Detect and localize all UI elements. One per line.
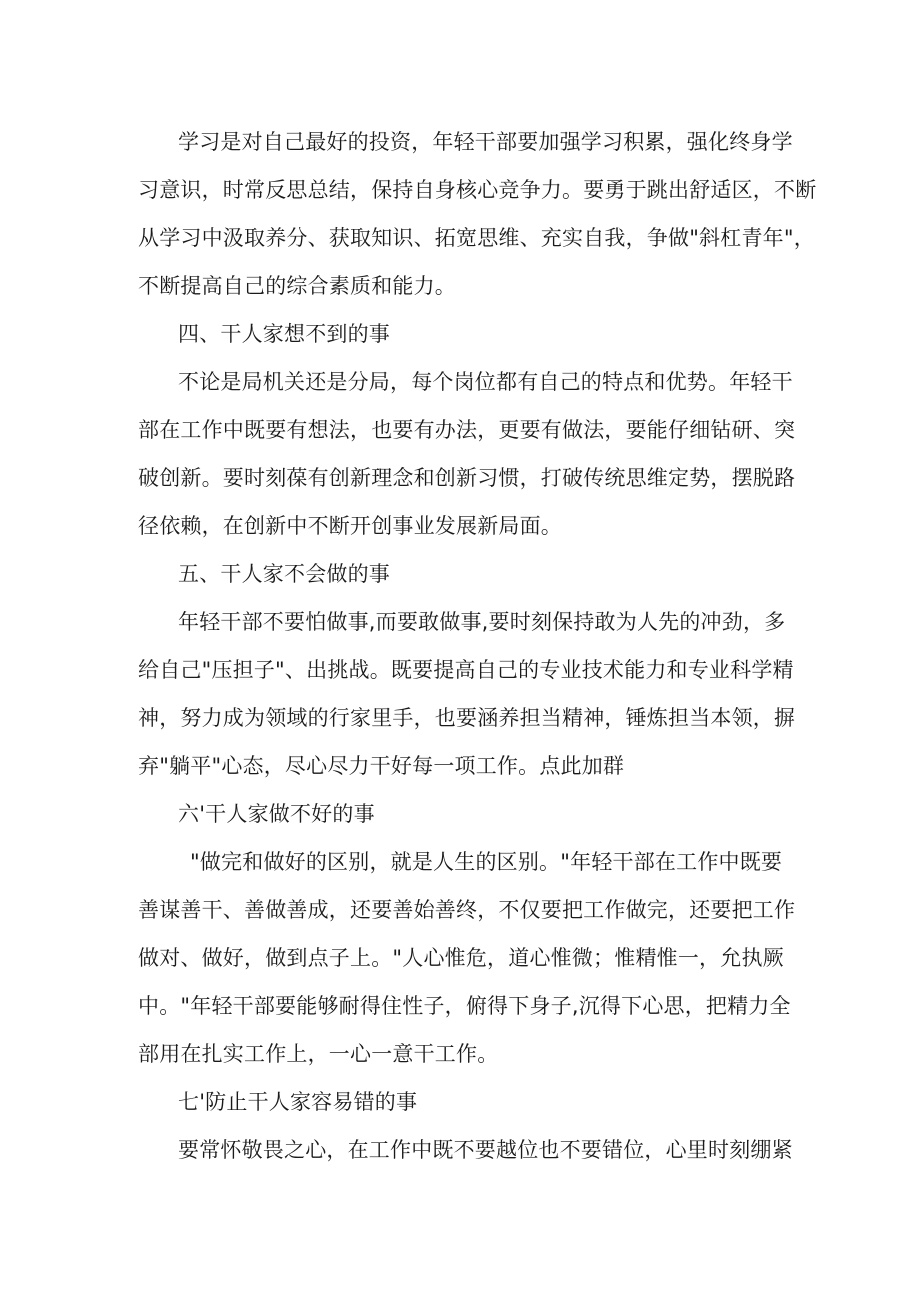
paragraph-line: 做对、做好，做到点子上。"人心惟危，道心惟微；惟精惟一，允执厥 <box>138 946 784 970</box>
paragraph-line: 给自己"压担子"、出挑战。既要提高自己的专业技术能力和专业科学精 <box>138 658 794 682</box>
paragraph-line: "做完和做好的区别，就是人生的区别。"年轻干部在工作中既要 <box>190 850 783 874</box>
paragraph-line: 不论是局机关还是分局，每个岗位都有自己的特点和优势。年轻干 <box>178 370 793 394</box>
paragraph-line: 弃"躺平"心态，尽心尽力干好每一项工作。点此加群 <box>138 754 625 778</box>
section-heading: 四、干人家想不到的事 <box>178 322 390 346</box>
paragraph-line: 要常怀敬畏之心，在工作中既不要越位也不要错位，心里时刻绷紧 <box>178 1138 793 1162</box>
section-heading: 五、干人家不会做的事 <box>178 562 390 586</box>
section-heading: 七'防止干人家容易错的事 <box>178 1090 418 1114</box>
paragraph-line: 神，努力成为领域的行家里手，也要涵养担当精神，锤炼担当本领，摒 <box>138 706 796 730</box>
paragraph-line: 部用在扎实工作上，一心一意干工作。 <box>138 1042 499 1066</box>
paragraph-line: 径依赖，在创新中不断开创事业发展新局面。 <box>138 514 562 538</box>
paragraph-line: 破创新。要时刻葆有创新理念和创新习惯，打破传统思维定势，摆脱路 <box>138 466 796 490</box>
paragraph-line: 部在工作中既要有想法，也要有办法，更要有做法，要能仔细钻研、突 <box>138 418 796 442</box>
paragraph-line: 善谋善干、善做善成，还要善始善终，不仅要把工作做完，还要把工作 <box>138 898 796 922</box>
paragraph-line: 不断提高自己的综合素质和能力。 <box>138 274 456 298</box>
paragraph-line: 中。"年轻干部要能够耐得住性子，俯得下身子,沉得下心思，把精力全 <box>138 994 791 1018</box>
paragraph-line: 学习是对自己最好的投资，年轻干部要加强学习积累，强化终身学 <box>178 130 793 154</box>
section-heading: 六'干人家做不好的事 <box>178 802 375 826</box>
paragraph-line: 习意识，时常反思总结，保持自身核心竞争力。要勇于跳出舒适区，不断 <box>138 178 817 202</box>
paragraph-line: 年轻干部不要怕做事,而要敢做事,要时刻保持敢为人先的冲劲，多 <box>178 610 786 634</box>
paragraph-line: 从学习中汲取养分、获取知识、拓宽思维、充实自我，争做"斜杠青年"， <box>138 226 815 250</box>
